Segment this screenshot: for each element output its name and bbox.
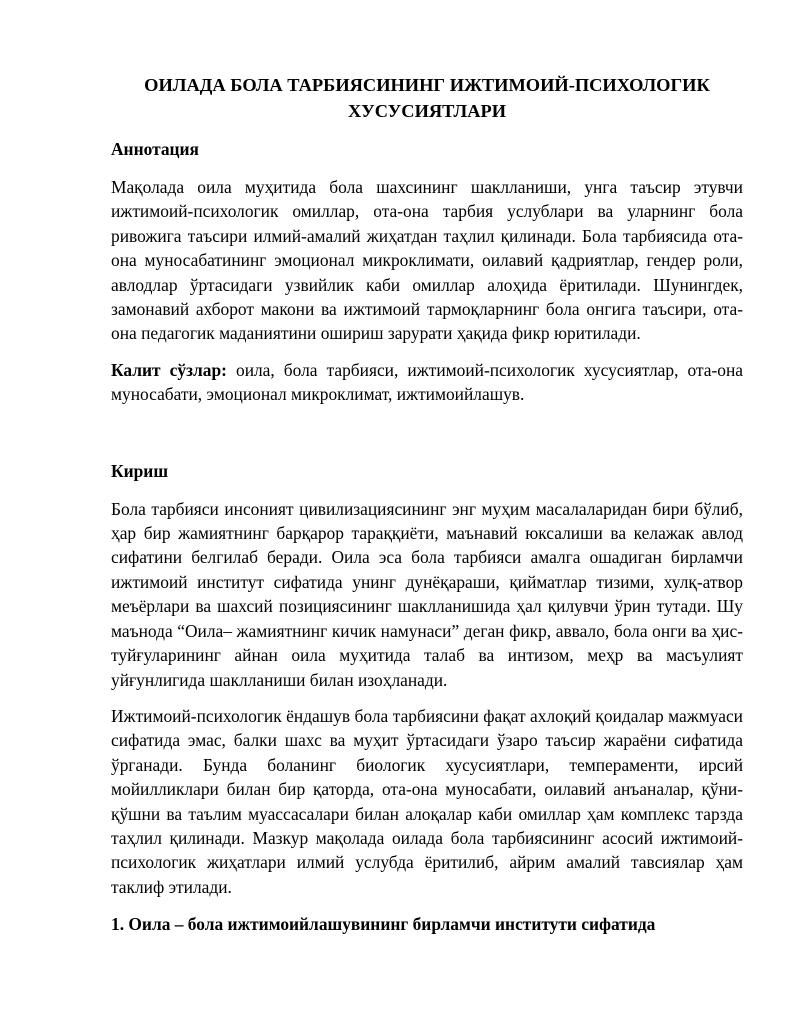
keywords-text: оила, бола тарбияси, ижтимоий-психологик хусусиятлар, ота-она муносабати, эмоционал микроклимат, ижтимоийлашув.: [111, 359, 744, 405]
annotation-heading: Аннотация: [111, 139, 199, 159]
intro-paragraph-1: Бола тарбияси инсоният цивилизациясининг энг муҳим масалаларидан бири бўлиб, ҳар бир жамиятнинг барқарор тараққиёти, маънавий юксалиши ва келажак авлод сифатини белгилаб беради. Оила эса бола тарбияси амалга ошадиган бирламчи ижтимоий институт сифатида унинг дунёқараши, қийматлар тизими, хулқ-атвор меъёрлари ва шахсий позициясининг шаклланишида ҳал қилувчи ўрин тутади. Шу маънода “Оила– жамиятнинг кичик намунаси” деган фикр, аввало, бола онги ва ҳис-туйғуларининг айнан оила муҳитида талаб ва интизом, меҳр ва масъулият уйғунлигида шаклланиши билан изоҳланади.: [111, 498, 743, 690]
keywords-paragraph: [111, 358, 743, 407]
document-title: [111, 72, 743, 124]
intro-paragraph-2: Ижтимоий-психологик ёндашув бола тарбиясини фақат ахлоқий қоидалар мажмуаси сифатида эмас, балки шахс ва муҳит ўртасидаги ўзаро таъсир жараёни сифатида ўрганади. Бунда боланинг биологик хусусиятлари, темпераменти, ирсий мойилликлари билан бир қаторда, ота-она муносабати, оилавий анъаналар, қўни-қўшни ва таълим муассасалари билан алоқалар каби омиллар ҳам комплекс тарзда таҳлил қилинади. Мазкур мақолада оилада бола тарбиясининг асосий ижтимоий-психологик жиҳатлари илмий услубда ёритилиб, айрим амалий тавсиялар ҳам таклиф этилади.: [111, 705, 743, 897]
title-line-1: ОИЛАДА БОЛА ТАРБИЯСИНИНГ ИЖТИМОИЙ-ПСИХОЛОГИК: [144, 75, 710, 95]
title-line-2: ХУСУСИЯТЛАРИ: [347, 101, 507, 121]
annotation-paragraph: Мақолада оила муҳитида бола шахсининг шаклланиши, унга таъсир этувчи ижтимоий-психологик омиллар, ота-она тарбия услублари ва уларнинг бола ривожига таъсири илмий-амалий жиҳатдан таҳлил қилинади. Бола тарбиясида ота-она муносабатининг эмоционал микроклимати, оилавий қадриятлар, гендер роли, авлодлар ўртасидаги узвийлик каби омиллар алоҳида ёритилади. Шунингдек, замонавий ахборот макони ва ижтимоий тармоқларнинг бола онгига таъсири, ота-она педагогик маданиятини ошириш зарурати ҳақида фикр юритилади.: [111, 177, 743, 344]
document-page: [111, 72, 743, 936]
keywords-label: Калит сўзлар:: [111, 359, 227, 380]
section-1-heading: 1. Оила – бола ижтимоийлашувининг бирламчи институти сифатида: [111, 914, 656, 935]
intro-heading: Кириш: [111, 460, 169, 481]
